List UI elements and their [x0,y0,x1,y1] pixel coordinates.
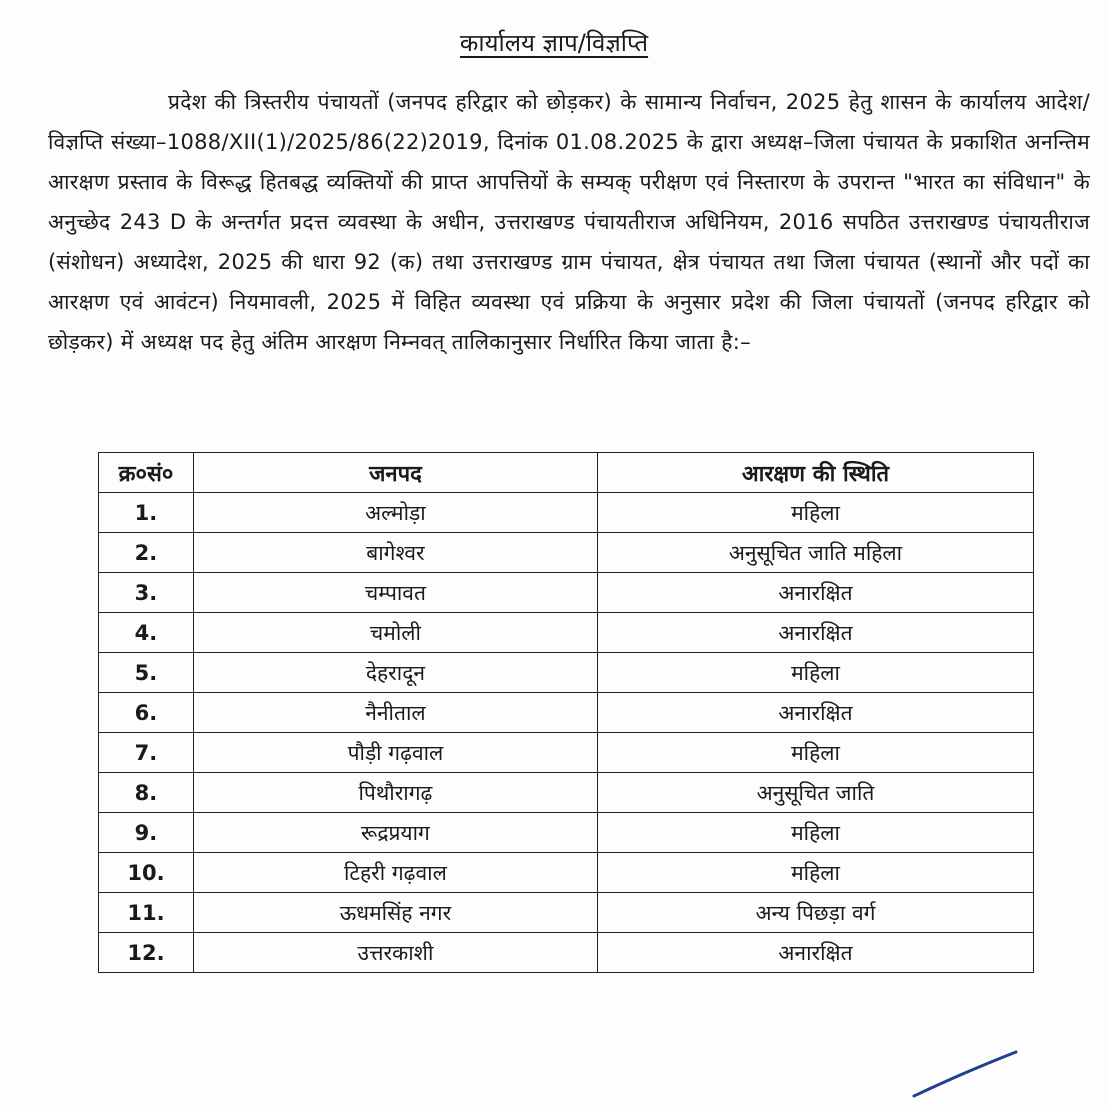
status-cell: अनारक्षित [597,613,1033,653]
table-row [99,533,1034,573]
serial-number-cell: 5. [99,653,194,693]
serial-number-cell: 1. [99,493,194,533]
district-cell: चमोली [193,613,597,653]
status-cell: अनुसूचित जाति महिला [597,533,1033,573]
serial-number-cell: 2. [99,533,194,573]
district-cell: अल्मोड़ा [193,493,597,533]
serial-number-cell: 3. [99,573,194,613]
serial-number-cell: 11. [99,893,194,933]
header-reservation-status: आरक्षण की स्थिति [597,453,1033,493]
status-cell: अनारक्षित [597,573,1033,613]
status-cell: महिला [597,493,1033,533]
status-cell: अन्य पिछड़ा वर्ग [597,893,1033,933]
district-cell: पौड़ी गढ़वाल [193,733,597,773]
table-row [99,493,1034,533]
status-cell: अनुसूचित जाति [597,773,1033,813]
table-row [99,653,1034,693]
reservation-table [98,452,1034,973]
serial-number-cell: 12. [99,933,194,973]
table-row [99,893,1034,933]
district-cell: बागेश्वर [193,533,597,573]
document-title-text: कार्यालय ज्ञाप/विज्ञप्ति [459,29,649,57]
signature-mark [910,1050,1020,1100]
table-row [99,933,1034,973]
serial-number-cell: 9. [99,813,194,853]
table-row [99,733,1034,773]
status-cell: महिला [597,653,1033,693]
table-row [99,613,1034,653]
table-row [99,813,1034,853]
district-cell: टिहरी गढ़वाल [193,853,597,893]
status-cell: अनारक्षित [597,693,1033,733]
district-cell: नैनीताल [193,693,597,733]
serial-number-cell: 10. [99,853,194,893]
district-cell: पिथौरागढ़ [193,773,597,813]
district-cell: ऊधमसिंह नगर [193,893,597,933]
table-header-row [99,453,1034,493]
table-row [99,773,1034,813]
status-cell: महिला [597,733,1033,773]
status-cell: महिला [597,813,1033,853]
document-title [0,26,1108,59]
notice-paragraph: प्रदेश की त्रिस्तरीय पंचायतों (जनपद हरिद्वार को छोड़कर) के सामान्य निर्वाचन, 2025 हेतु शासन के कार्यालय आदेश/विज्ञप्ति संख्या–1088/XII(1)/2025/86(22)2019, दिनांक 01.08.2025 के द्वारा अध्यक्ष–जिला पंचायत के प्रकाशित अनन्तिम आरक्षण प्रस्ताव के विरूद्ध हितबद्ध व्यक्तियों की प्राप्त आपत्तियों के सम्यक् परीक्षण एवं निस्तारण के उपरान्त "भारत का संविधान" के अनुच्छेद 243 D के अन्तर्गत प्रदत्त व्यवस्था के अधीन, उत्तराखण्ड पंचायतीराज अधिनियम, 2016 सपठित उत्तराखण्ड पंचायतीराज (संशोधन) अध्यादेश, 2025 की धारा 92 (क) तथा उत्तराखण्ड ग्राम पंचायत, क्षेत्र पंचायत तथा जिला पंचायत (स्थानों और पदों का आरक्षण एवं आवंटन) नियमावली, 2025 में विहित व्यवस्था एवं प्रक्रिया के अनुसार प्रदेश की जिला पंचायतों (जनपद हरिद्वार को छोड़कर) में अध्यक्ष पद हेतु अंतिम आरक्षण निम्नवत् तालिकानुसार निर्धारित किया जाता है:– [48,90,1090,354]
status-cell: महिला [597,853,1033,893]
district-cell: चम्पावत [193,573,597,613]
table-row [99,693,1034,733]
district-cell: देहरादून [193,653,597,693]
header-district: जनपद [193,453,597,493]
serial-number-cell: 8. [99,773,194,813]
district-cell: रूद्रप्रयाग [193,813,597,853]
serial-number-cell: 7. [99,733,194,773]
serial-number-cell: 4. [99,613,194,653]
table-row [99,573,1034,613]
header-serial-number: क्र०सं० [99,453,194,493]
table-row [99,853,1034,893]
serial-number-cell: 6. [99,693,194,733]
status-cell: अनारक्षित [597,933,1033,973]
district-cell: उत्तरकाशी [193,933,597,973]
